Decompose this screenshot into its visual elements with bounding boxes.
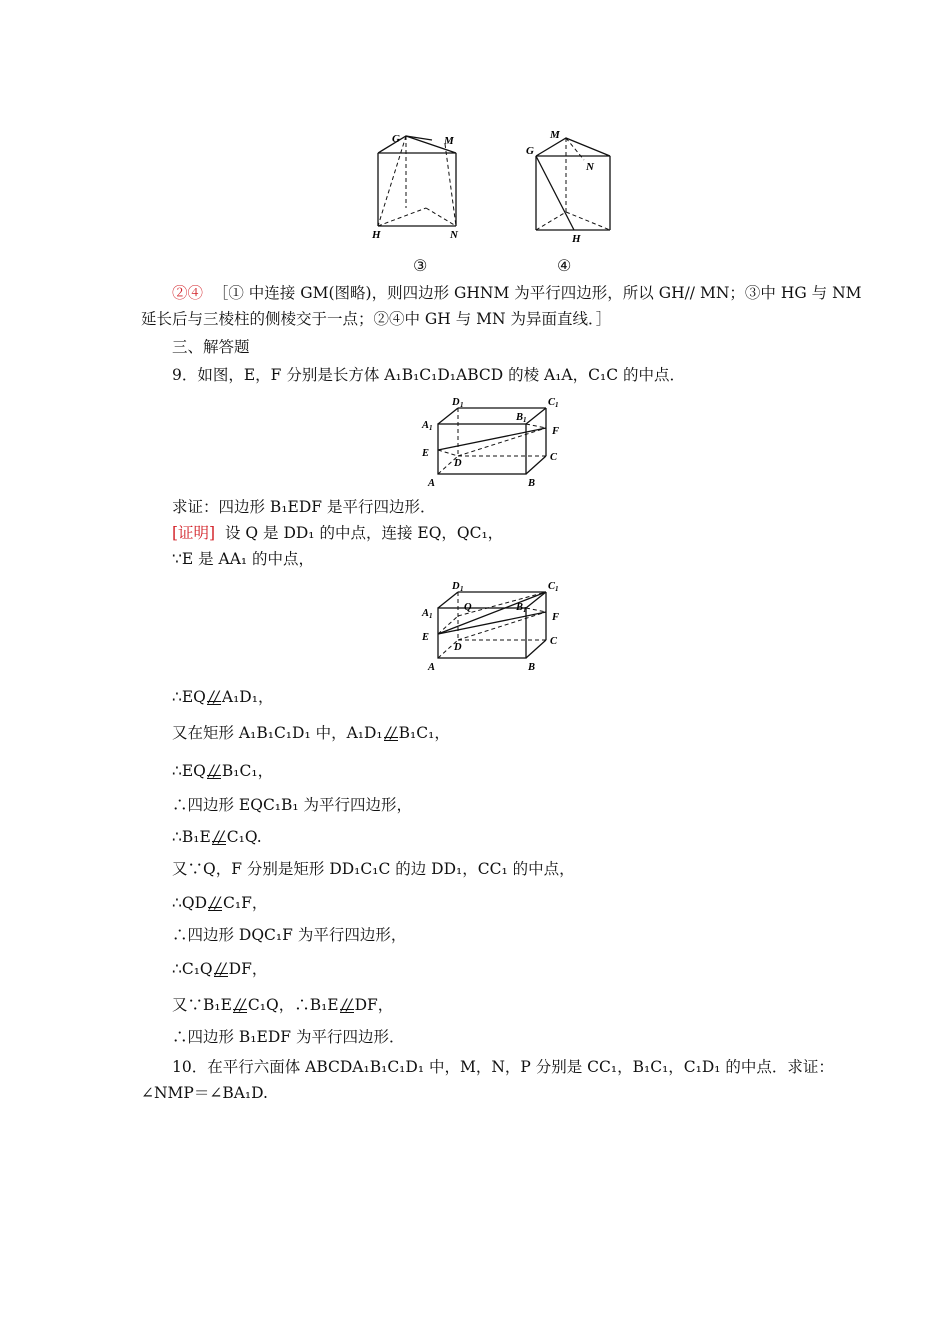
label-f: F	[552, 612, 560, 623]
label-a1: A	[422, 420, 430, 431]
q9-step5: ∴四边形 EQC₁B₁ 为平行四边形，	[172, 796, 413, 814]
label-d1: D	[452, 397, 460, 408]
svg-text:1: 1	[429, 612, 433, 620]
label-f: F	[552, 426, 560, 437]
q9-step6: ∴B₁E // C₁Q.	[172, 828, 262, 846]
q9-stem: 9．如图，E，F 分别是长方体 A₁B₁C₁D₁ABCD 的棱 A₁A，C₁C 的中点．	[172, 366, 685, 384]
q9-proof-start: [证明] 设 Q 是 DD₁ 的中点，连接 EQ，QC₁，	[172, 524, 504, 542]
label-c: C	[550, 636, 558, 647]
label-b1: B	[516, 412, 524, 423]
svg-text:1: 1	[429, 424, 433, 432]
q10-line1: 10．在平行六面体 ABCDA₁B₁C₁D₁ 中，M，N，P 分别是 CC₁，B₁C₁，C₁D₁ 的中点．求证：	[172, 1058, 834, 1076]
q9-step9: ∴四边形 DQC₁F 为平行四边形，	[172, 926, 407, 944]
parallel-equal-symbol: //	[211, 826, 227, 848]
label-b: B	[528, 478, 536, 489]
box-figure-2	[418, 578, 568, 680]
label-g: G	[526, 145, 534, 157]
label-d: D	[454, 642, 462, 653]
label-a: A	[428, 662, 436, 673]
q9-step7: 又∵Q，F 分别是矩形 DD₁C₁C 的边 DD₁，CC₁ 的中点，	[172, 860, 575, 878]
svg-text:1: 1	[555, 401, 559, 409]
box-figure-1	[418, 394, 568, 496]
label-g: G	[392, 133, 400, 145]
parallel-equal-symbol: //	[213, 958, 229, 980]
label-c: C	[550, 452, 558, 463]
q9-prove: 求证：四边形 B₁EDF 是平行四边形．	[172, 498, 436, 516]
q9-step1: ∵E 是 AA₁ 的中点，	[172, 550, 315, 568]
parallel-equal-symbol: //	[339, 994, 355, 1016]
q9-step4: ∴EQ // B₁C₁，	[172, 762, 274, 780]
q10-line2: ∠NMP＝∠BA₁D.	[141, 1084, 268, 1102]
svg-text:1: 1	[460, 401, 464, 409]
parallel-equal-symbol: //	[206, 760, 222, 782]
figure-3-caption: ③	[413, 256, 428, 275]
q9-step2: ∴EQ // A₁D₁，	[172, 688, 274, 706]
figure-3	[368, 128, 468, 247]
label-m: M	[550, 129, 560, 141]
q9-step3: 又在矩形 A₁B₁C₁D₁ 中，A₁D₁ // B₁C₁，	[172, 724, 450, 742]
svg-text:1: 1	[460, 585, 464, 593]
label-h: H	[372, 229, 381, 241]
label-m: M	[444, 135, 454, 147]
label-e: E	[422, 632, 430, 643]
label-d: D	[454, 458, 462, 469]
figure-4	[522, 126, 622, 250]
label-c1: C	[548, 397, 556, 408]
parallel-equal-symbol: //	[232, 994, 248, 1016]
label-a1: A	[422, 608, 430, 619]
label-n: N	[586, 161, 594, 173]
parallel-equal-symbol: //	[207, 892, 223, 914]
q9-step10: ∴C₁Q // DF，	[172, 960, 268, 978]
svg-text:1: 1	[523, 606, 527, 614]
answer8-line1	[172, 282, 862, 304]
label-e: E	[422, 448, 430, 459]
label-c1: C	[548, 581, 556, 592]
label-d1: D	[452, 581, 460, 592]
q9-step12: ∴四边形 B₁EDF 为平行四边形．	[172, 1028, 405, 1046]
q9-step8: ∴QD // C₁F，	[172, 894, 268, 912]
answer8-line2: 延长后与三棱柱的侧棱交于一点；②④中 GH 与 MN 为异面直线．］	[141, 310, 612, 328]
label-q: Q	[464, 602, 472, 613]
answer8-key: ②④	[172, 284, 204, 302]
answer8-explain1: ［① 中连接 GM(图略)，则四边形 GHNM 为平行四边形，所以 GH// MN；③中 HG 与 NM	[212, 284, 862, 302]
label-b: B	[528, 662, 536, 673]
parallel-equal-symbol: //	[383, 722, 399, 744]
label-a: A	[428, 478, 436, 489]
label-h: H	[572, 233, 581, 245]
label-b1: B	[516, 602, 524, 613]
section-title: 三、解答题	[172, 338, 250, 356]
proof-tag: [证明]	[172, 524, 216, 542]
svg-text:1: 1	[555, 585, 559, 593]
figure-4-caption: ④	[557, 256, 572, 275]
q9-step11: 又∵B₁E // C₁Q，∴B₁E // DF，	[172, 996, 394, 1014]
parallel-equal-symbol: //	[206, 686, 222, 708]
label-n: N	[450, 229, 458, 241]
svg-text:1: 1	[523, 416, 527, 424]
